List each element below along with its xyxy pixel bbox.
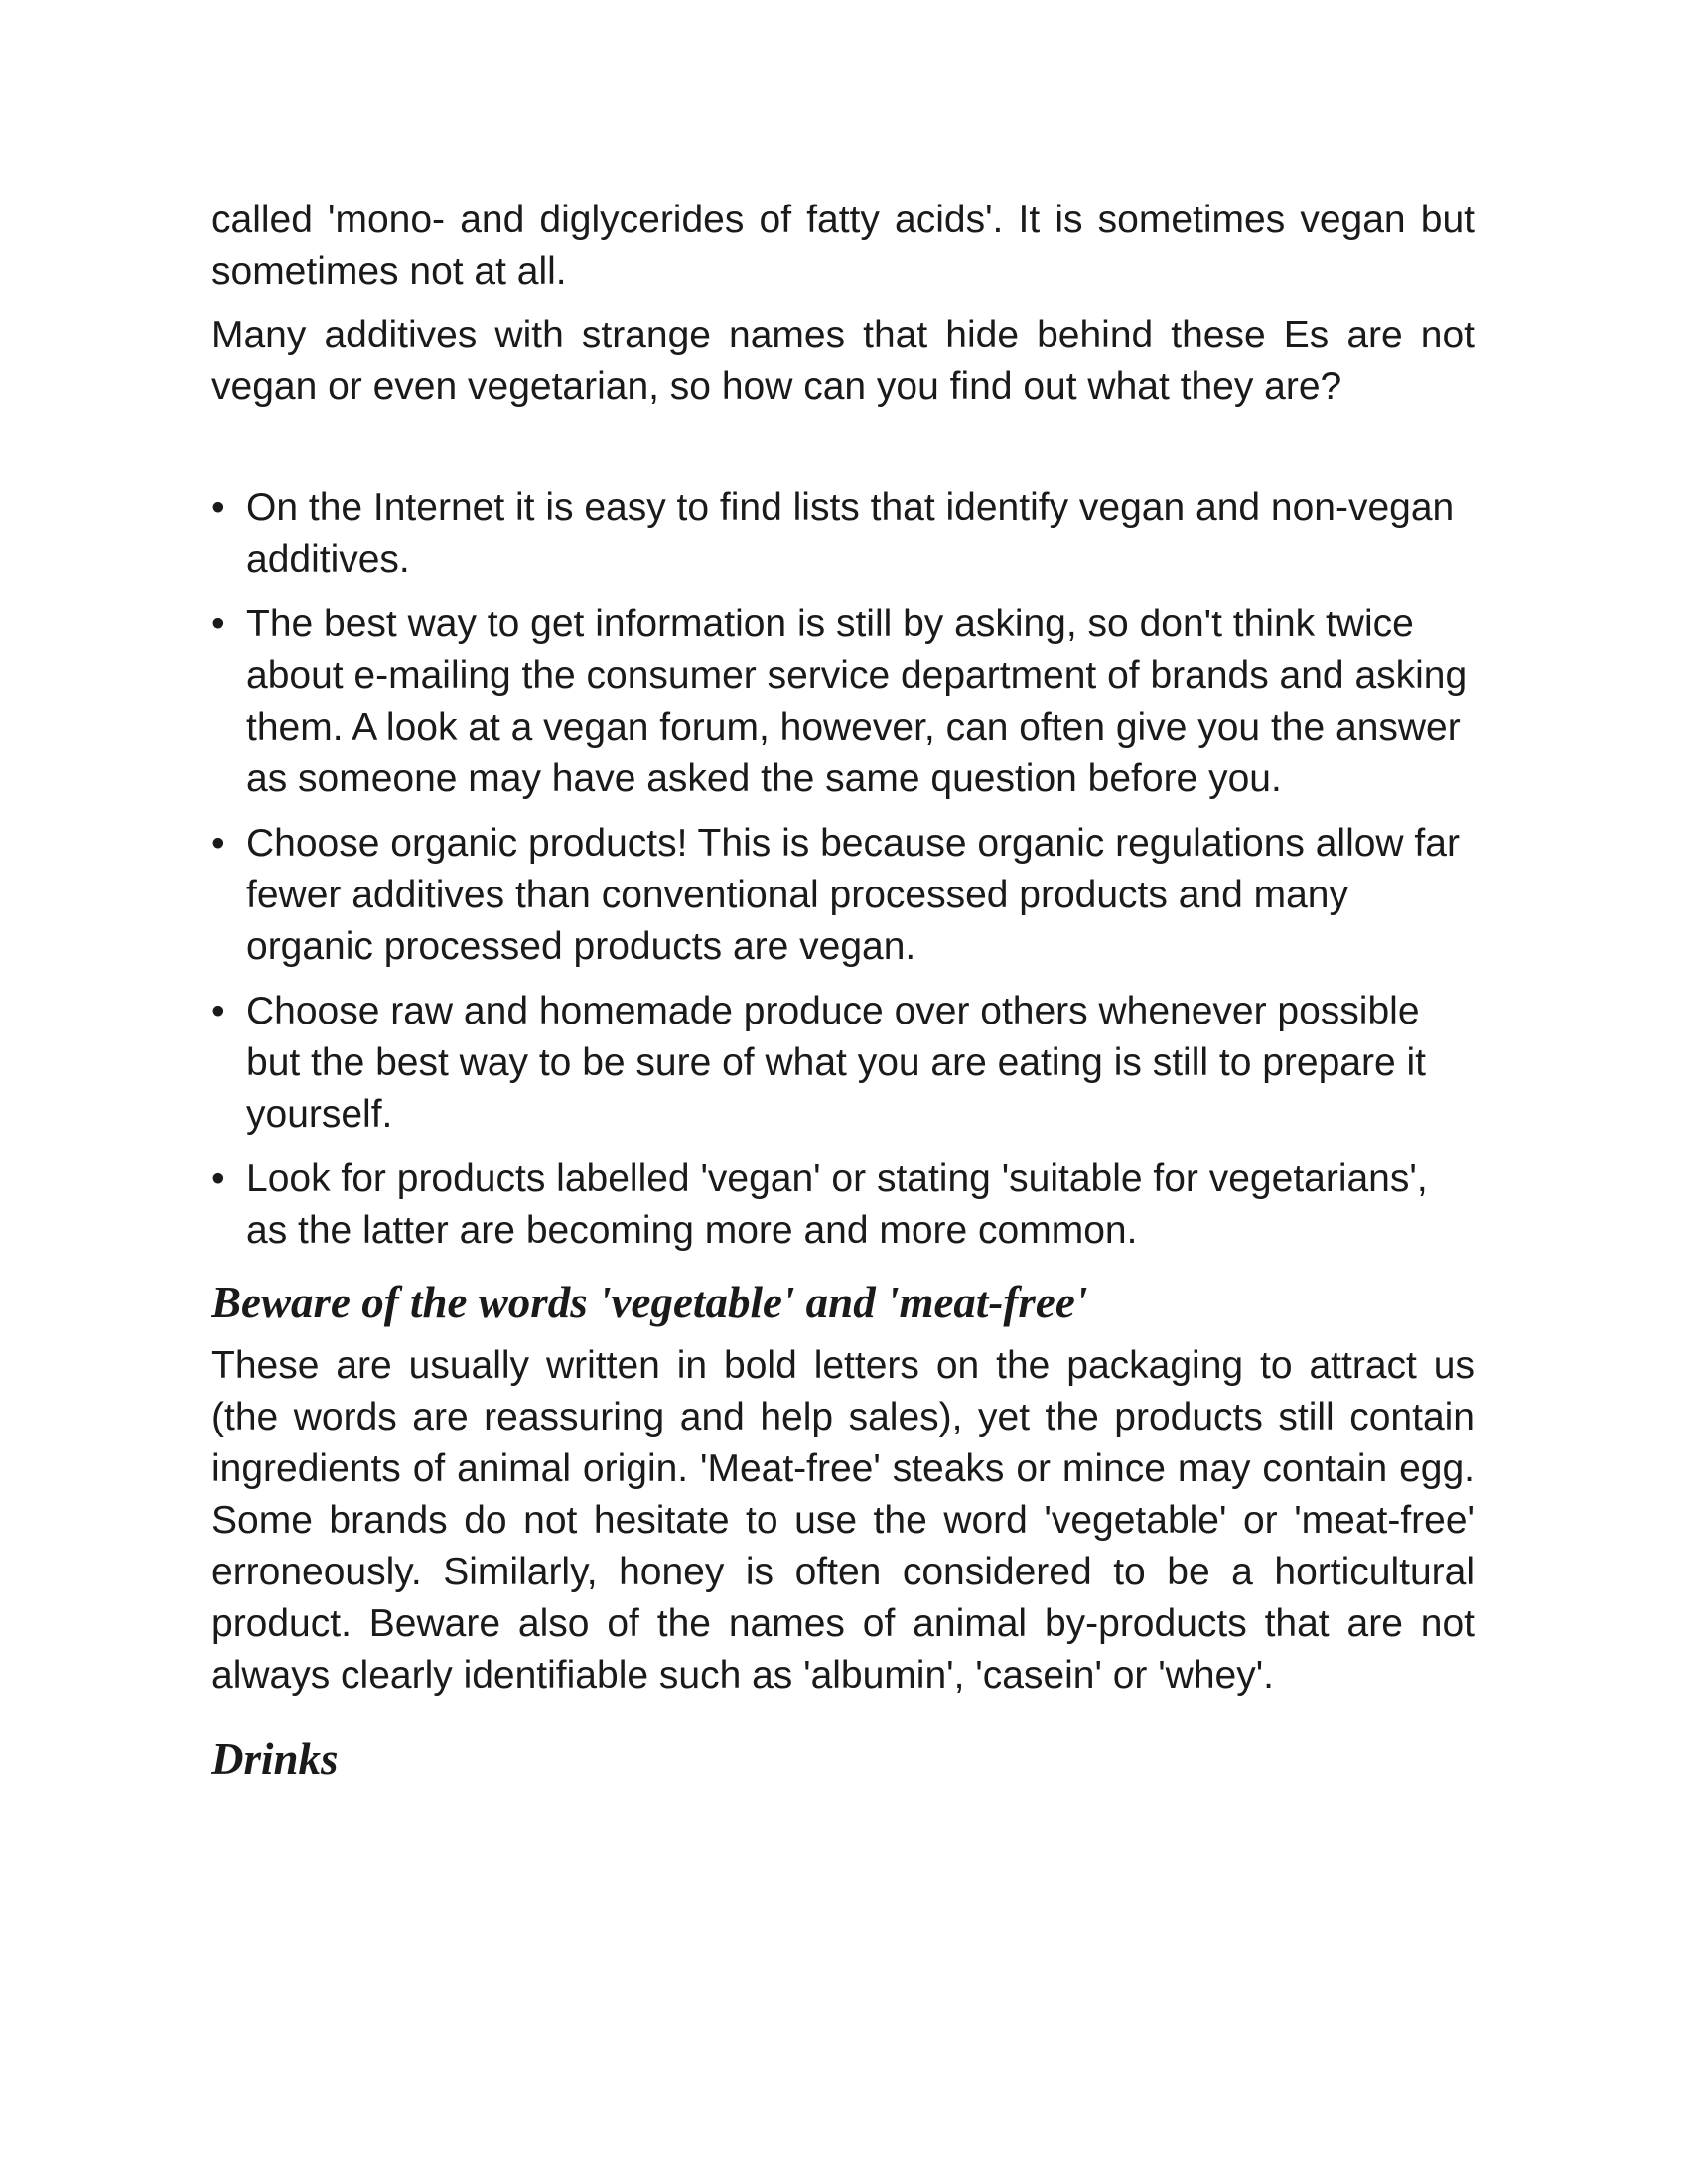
list-item-text: Choose raw and homemade produce over others whenever possible but the best way to be sure of what you are eating is still to prepare it yourself. (246, 990, 1426, 1136)
list-item-text: Look for products labelled 'vegan' or stating 'suitable for vegetarians', as the latter are becoming more and more common. (246, 1158, 1428, 1252)
section-heading-drinks: Drinks (211, 1734, 339, 1784)
tips-list (211, 482, 1475, 1257)
bullet-icon: • (211, 486, 225, 529)
list-item-text: On the Internet it is easy to find lists that identify vegan and non-vegan additives. (246, 486, 1455, 581)
section-heading-beware: Beware of the words 'vegetable' and 'meat-free' (211, 1278, 1088, 1327)
list-item-text: Choose organic products! This is because organic regulations allow far fewer additives than conventional processed products and many organic processed products are vegan. (246, 822, 1460, 968)
paragraph-beware: These are usually written in bold letters on the packaging to attract us (the words are reassuring and help sales), yet the products still contain ingredients of animal origin. 'Meat-free' steaks or mince may contain egg. Some brands do not hesitate to use the word 'vegetable' or 'meat-free' erroneously. Similarly, honey is often considered to be a horticultural product. Beware also of the names of animal by-products that are not always clearly identifiable such as 'albumin', 'casein' or 'whey'. (211, 1344, 1475, 1697)
bullet-icon: • (211, 1158, 225, 1200)
list-item (211, 1154, 1475, 1257)
bullet-icon: • (211, 990, 225, 1032)
paragraph-additives-question: Many additives with strange names that hide behind these Es are not vegan or even vegetarian, so how can you find out what they are? (211, 314, 1475, 408)
paragraph-mono-diglycerides: called 'mono- and diglycerides of fatty acids'. It is sometimes vegan but sometimes not at all. (211, 199, 1475, 293)
list-item (211, 482, 1475, 586)
bullet-icon: • (211, 603, 225, 645)
list-item-text: The best way to get information is still by asking, so don't think twice about e-mailing the consumer service department of brands and asking them. A look at a vegan forum, however, can often give you the answer as someone may have asked the same question before you. (246, 603, 1468, 800)
list-item (211, 818, 1475, 973)
page-content (211, 195, 1475, 1787)
list-item (211, 986, 1475, 1141)
list-item (211, 599, 1475, 805)
bullet-icon: • (211, 822, 225, 865)
